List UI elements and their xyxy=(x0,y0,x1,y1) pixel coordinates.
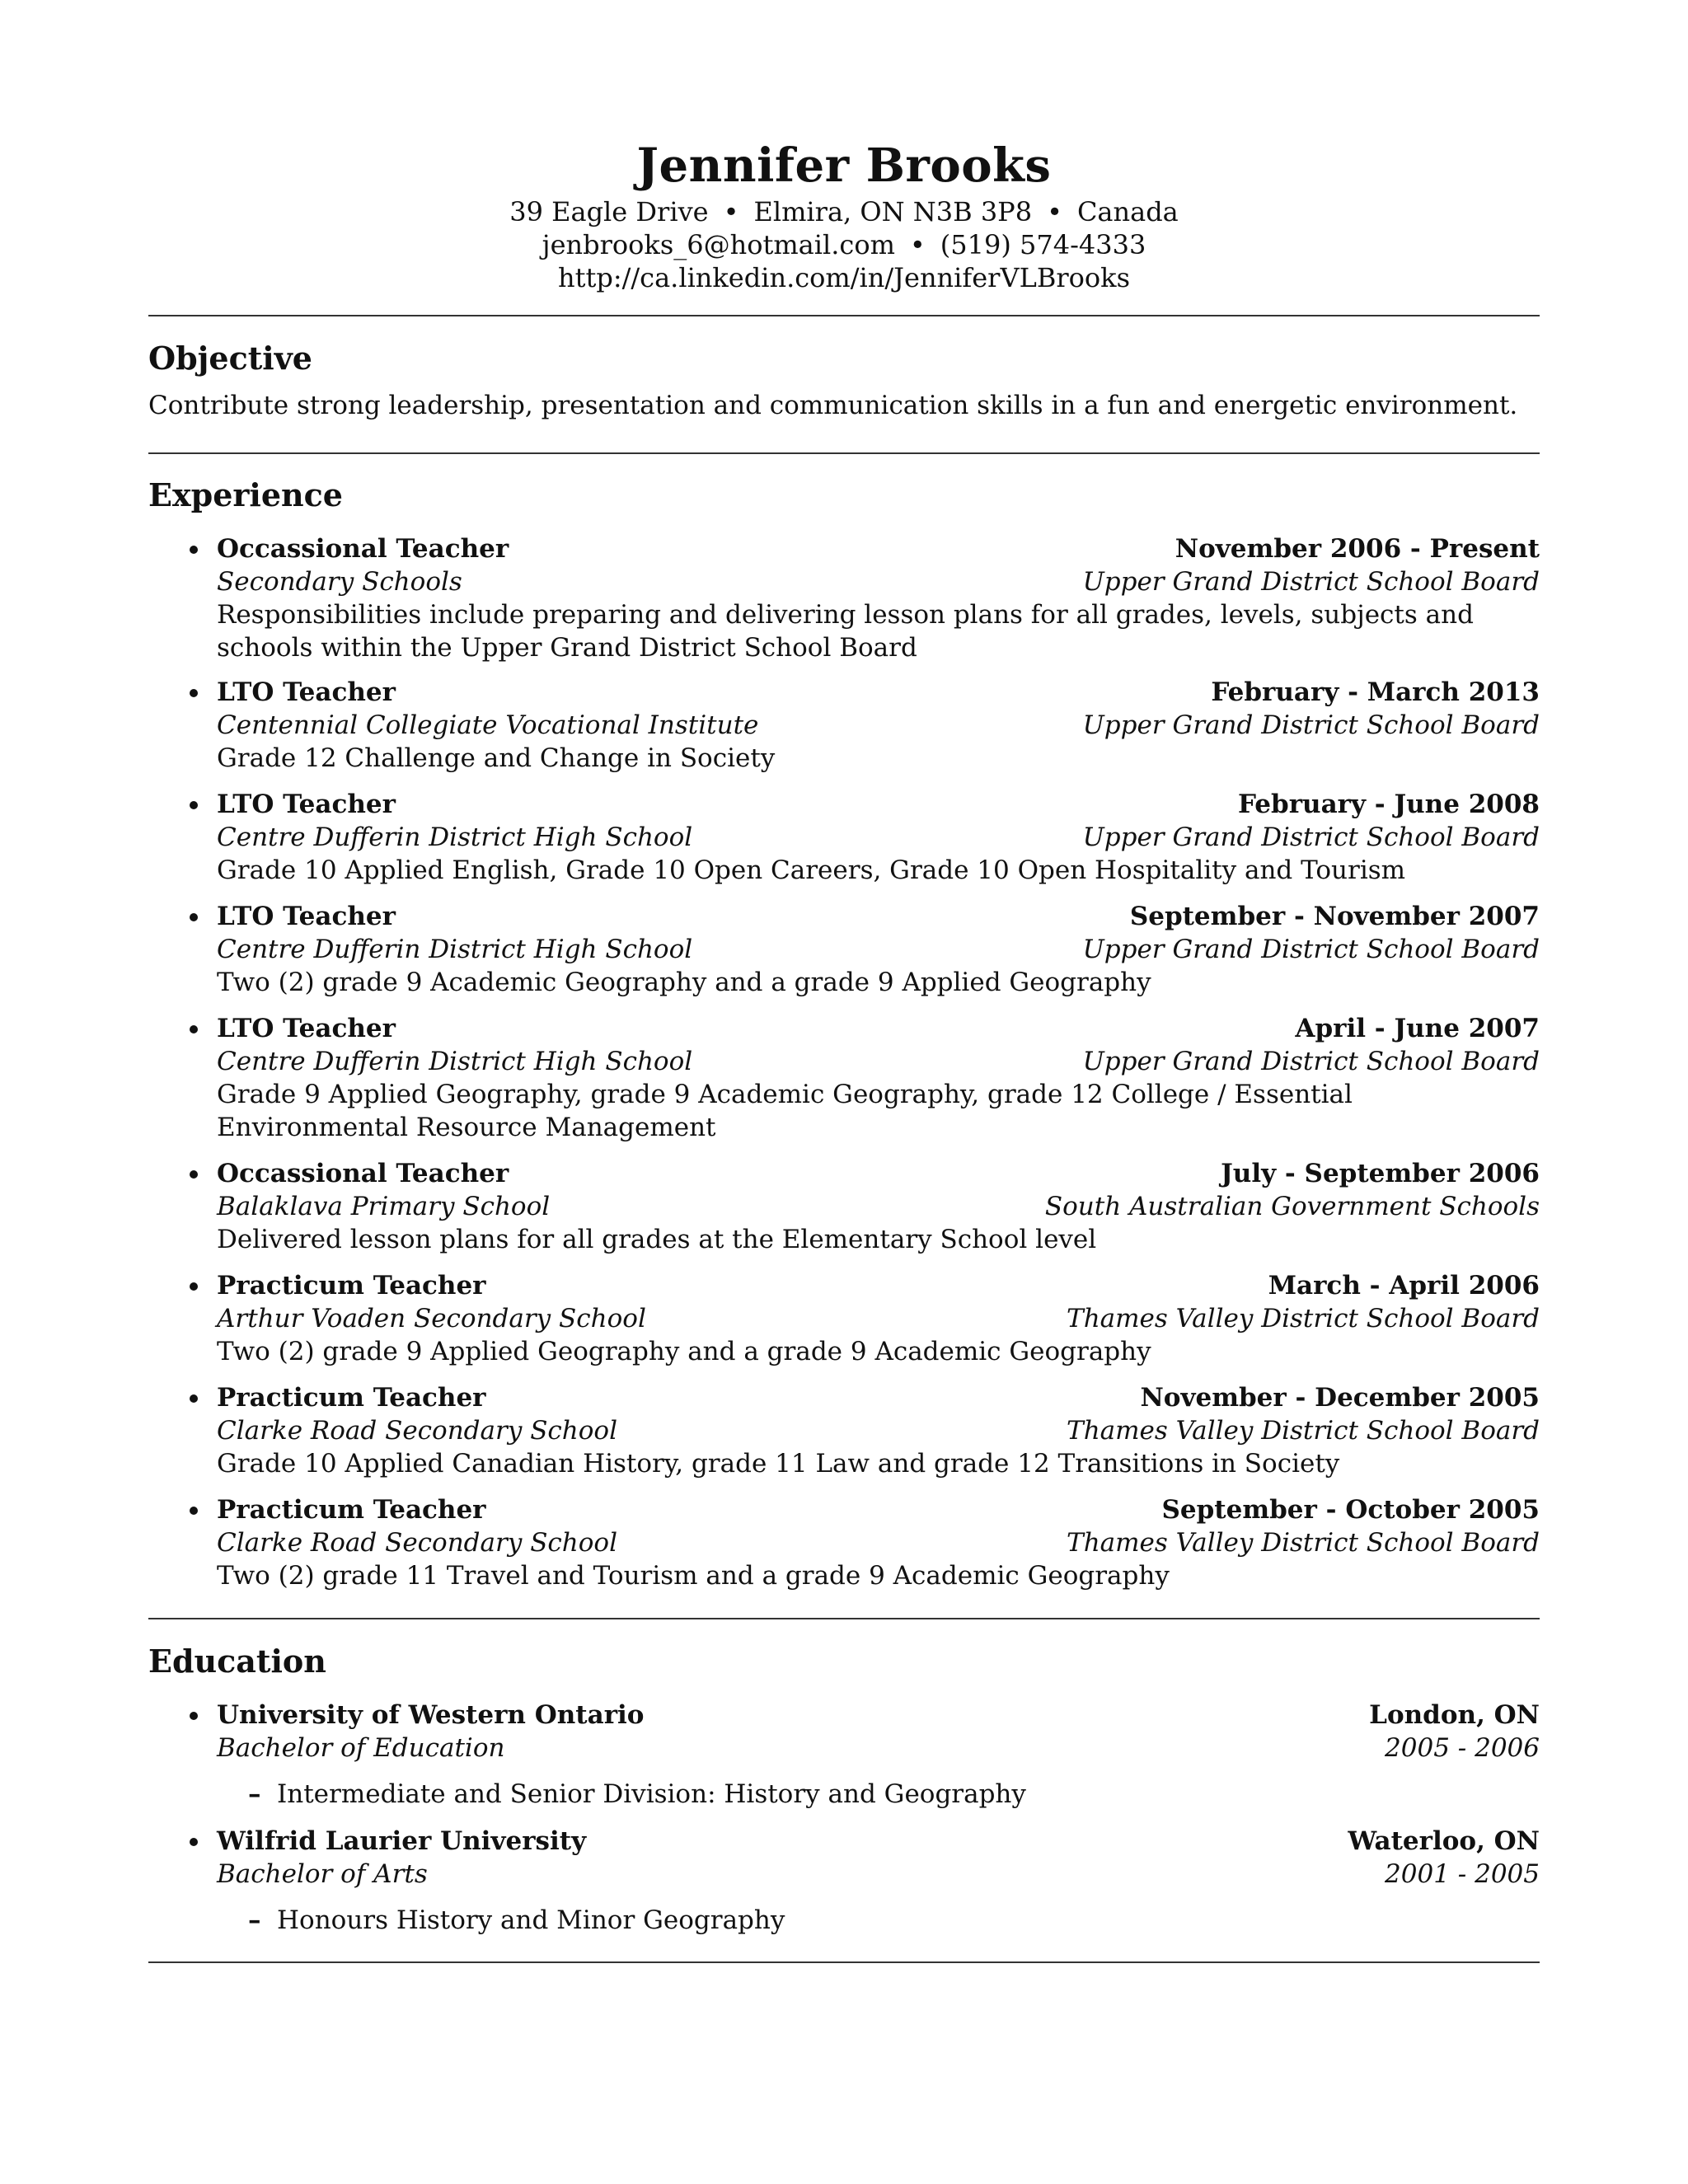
resume-header xyxy=(0,136,1688,294)
section-title-experience: Experience xyxy=(148,476,343,513)
country: Canada xyxy=(1076,196,1179,227)
school-name: Clarke Road Secondary School xyxy=(217,1416,617,1446)
education-entry xyxy=(148,1699,1540,1811)
job-title: Occassional Teacher xyxy=(217,534,509,564)
experience-entry xyxy=(148,900,1540,999)
linkedin-url: http://ca.linkedin.com/in/JenniferVLBrooks xyxy=(558,262,1130,293)
school-board: Upper Grand District School Board xyxy=(1082,823,1540,852)
school-board: South Australian Government Schools xyxy=(1044,1192,1540,1221)
job-title: LTO Teacher xyxy=(217,1014,396,1043)
degree-name: Bachelor of Education xyxy=(217,1733,505,1763)
degree-detail xyxy=(217,1778,1540,1811)
email-address: jenbrooks_6@hotmail.com xyxy=(542,229,895,260)
degree-years: 2001 - 2005 xyxy=(1385,1859,1540,1889)
separator-dot: • xyxy=(723,196,739,227)
experience-entry xyxy=(148,532,1540,664)
objective-section xyxy=(148,340,1540,422)
city-address: Elmira, ON N3B 3P8 xyxy=(753,196,1033,227)
experience-entry xyxy=(148,788,1540,887)
school-name: Arthur Voaden Secondary School xyxy=(217,1304,646,1333)
degree-name: Bachelor of Arts xyxy=(217,1859,428,1889)
bullet-icon xyxy=(190,1394,198,1403)
section-divider xyxy=(148,1961,1540,1963)
dash-icon: – xyxy=(248,1905,261,1935)
bullet-icon xyxy=(190,689,198,697)
street-address: 39 Eagle Drive xyxy=(509,196,709,227)
separator-dot: • xyxy=(1047,196,1062,227)
bullet-icon xyxy=(190,1712,198,1720)
school-board: Upper Grand District School Board xyxy=(1082,710,1540,740)
job-description: Two (2) grade 11 Travel and Tourism and a grade 9 Academic Geography xyxy=(217,1561,1170,1591)
job-dates: November - December 2005 xyxy=(1140,1383,1540,1413)
bullet-icon xyxy=(190,1838,198,1846)
bullet-icon xyxy=(190,546,198,554)
section-divider xyxy=(148,452,1540,454)
school-board: Upper Grand District School Board xyxy=(1082,1047,1540,1076)
job-dates: September - November 2007 xyxy=(1129,902,1540,931)
bullet-icon xyxy=(190,1025,198,1033)
objective-text: Contribute strong leadership, presentation and communication skills in a fun and energetic environment. xyxy=(148,391,1518,420)
bullet-icon xyxy=(190,1507,198,1515)
bullet-icon xyxy=(190,1170,198,1179)
section-divider xyxy=(148,315,1540,316)
job-description: Grade 10 Applied Canadian History, grade 11 Law and grade 12 Transitions in Society xyxy=(217,1449,1340,1479)
job-description: Responsibilities include preparing and delivering lesson plans for all grades, levels, subjects and schools within the Upper Grand District School Board xyxy=(217,600,1474,663)
education-entry xyxy=(148,1825,1540,1937)
job-title: LTO Teacher xyxy=(217,790,396,819)
job-dates: July - September 2006 xyxy=(1221,1159,1540,1188)
school-name: Centre Dufferin District High School xyxy=(217,823,693,852)
job-dates: February - June 2008 xyxy=(1237,790,1540,819)
address-line xyxy=(0,195,1688,228)
school-name: Secondary Schools xyxy=(217,567,462,597)
school-board: Thames Valley District School Board xyxy=(1067,1304,1540,1333)
degree-detail xyxy=(217,1904,1540,1937)
job-dates: April - June 2007 xyxy=(1295,1014,1540,1043)
candidate-name: Jennifer Brooks xyxy=(636,138,1052,193)
job-description: Delivered lesson plans for all grades at the Elementary School level xyxy=(217,1225,1097,1254)
job-dates: November 2006 - Present xyxy=(1175,534,1540,564)
job-title: Occassional Teacher xyxy=(217,1159,509,1188)
school-name: Centre Dufferin District High School xyxy=(217,1047,693,1076)
degree-years: 2005 - 2006 xyxy=(1385,1733,1540,1763)
school-board: Thames Valley District School Board xyxy=(1067,1416,1540,1446)
school-board: Upper Grand District School Board xyxy=(1082,567,1540,597)
job-description: Grade 9 Applied Geography, grade 9 Academic Geography, grade 12 College / Essential Environmental Resource Management xyxy=(217,1080,1353,1142)
institution-location: London, ON xyxy=(1369,1700,1540,1730)
job-title: Practicum Teacher xyxy=(217,1383,486,1413)
job-description: Grade 10 Applied English, Grade 10 Open Careers, Grade 10 Open Hospitality and Tourism xyxy=(217,855,1406,885)
education-section xyxy=(148,1643,1540,1935)
bullet-icon xyxy=(190,913,198,921)
job-dates: February - March 2013 xyxy=(1211,677,1540,707)
section-divider xyxy=(148,1618,1540,1619)
institution-location: Waterloo, ON xyxy=(1348,1826,1540,1856)
experience-section xyxy=(148,476,1540,1591)
phone-number: (519) 574-4333 xyxy=(940,229,1146,260)
experience-entry xyxy=(148,1493,1540,1592)
dash-icon: – xyxy=(248,1779,261,1809)
school-board: Upper Grand District School Board xyxy=(1082,935,1540,964)
experience-entry xyxy=(148,676,1540,775)
job-description: Two (2) grade 9 Academic Geography and a grade 9 Applied Geography xyxy=(217,968,1151,997)
bullet-icon xyxy=(190,1282,198,1291)
school-name: Centennial Collegiate Vocational Institute xyxy=(217,710,759,740)
job-title: LTO Teacher xyxy=(217,902,396,931)
degree-detail-text: Honours History and Minor Geography xyxy=(277,1905,785,1935)
experience-entry xyxy=(148,1157,1540,1256)
school-board: Thames Valley District School Board xyxy=(1067,1528,1540,1558)
job-dates: March - April 2006 xyxy=(1268,1271,1540,1301)
job-title: Practicum Teacher xyxy=(217,1495,486,1525)
school-name: Clarke Road Secondary School xyxy=(217,1528,617,1558)
degree-detail-text: Intermediate and Senior Division: History and Geography xyxy=(277,1779,1026,1809)
job-description: Two (2) grade 9 Applied Geography and a grade 9 Academic Geography xyxy=(217,1337,1151,1366)
job-title: LTO Teacher xyxy=(217,677,396,707)
section-title-education: Education xyxy=(148,1643,326,1680)
job-dates: September - October 2005 xyxy=(1161,1495,1540,1525)
institution-name: Wilfrid Laurier University xyxy=(217,1826,587,1856)
job-description: Grade 12 Challenge and Change in Society xyxy=(217,743,776,773)
contact-line xyxy=(0,228,1688,261)
experience-entry xyxy=(148,1012,1540,1144)
experience-entry xyxy=(148,1381,1540,1480)
institution-name: University of Western Ontario xyxy=(217,1700,645,1730)
section-title-objective: Objective xyxy=(148,340,312,377)
school-name: Centre Dufferin District High School xyxy=(217,935,693,964)
job-title: Practicum Teacher xyxy=(217,1271,486,1301)
school-name: Balaklava Primary School xyxy=(217,1192,551,1221)
experience-entry xyxy=(148,1269,1540,1368)
separator-dot: • xyxy=(909,229,926,260)
bullet-icon xyxy=(190,801,198,809)
